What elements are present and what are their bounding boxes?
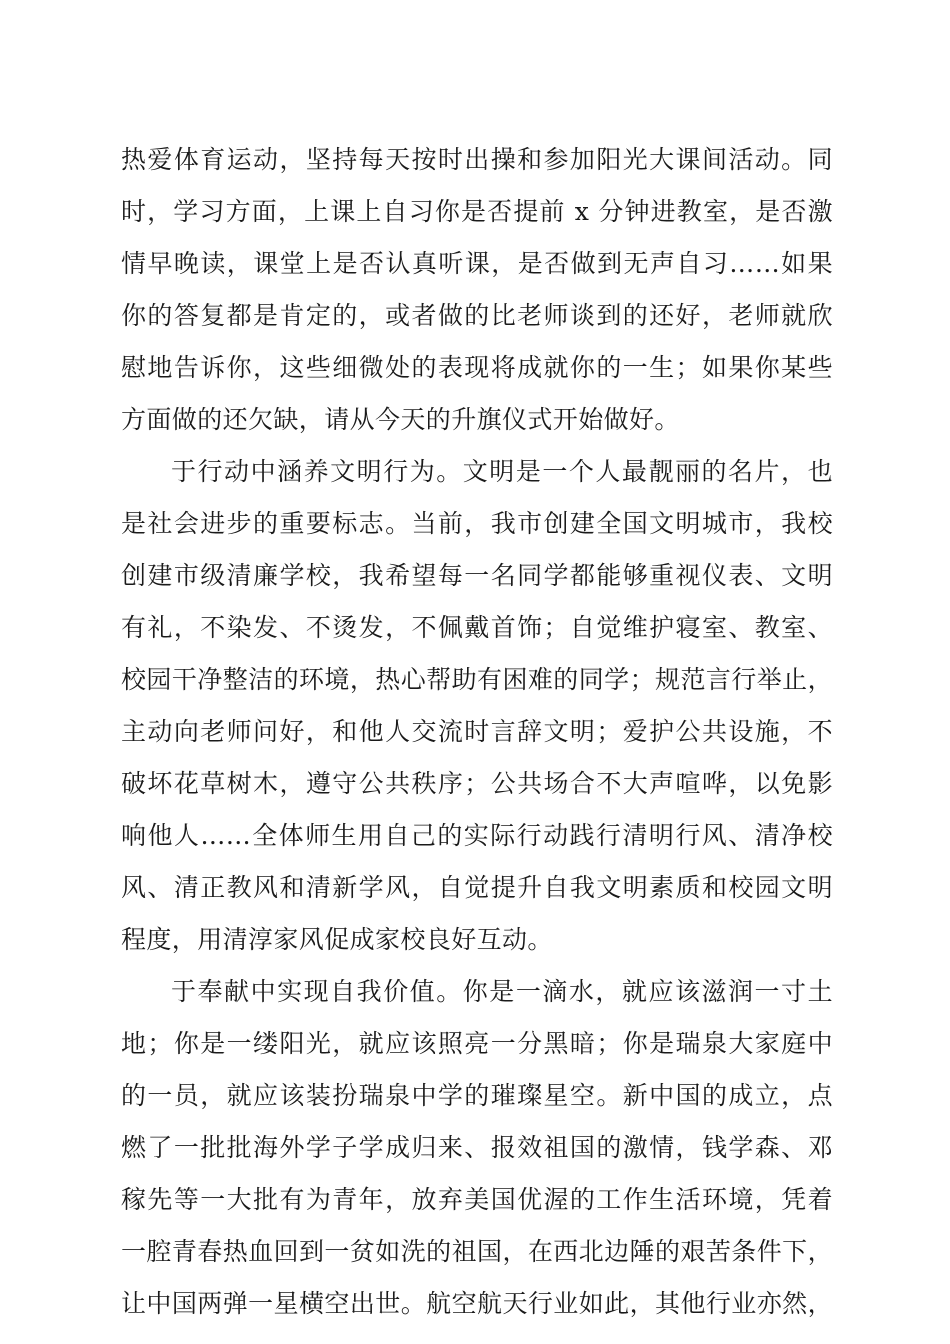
text-line: 有礼，不染发、不烫发，不佩戴首饰；自觉维护寝室、教室、 (121, 613, 833, 642)
text-line: 慰地告诉你，这些细微处的表现将成就你的一生；如果你某些 (121, 353, 833, 382)
text-line: 热爱体育运动，坚持每天按时出操和参加阳光大课间活动。同 (121, 145, 833, 174)
text-line: 主动向老师问好，和他人交流时言辞文明；爱护公共设施，不 (121, 717, 833, 746)
text-line: 情早晚读，课堂上是否认真听课，是否做到无声自习……如果 (121, 249, 833, 278)
text-line: 破坏花草树木，遵守公共秩序；公共场合不大声喧哗，以免影 (121, 769, 833, 798)
text-line: 稼先等一大批有为青年，放弃美国优渥的工作生活环境，凭着 (121, 1185, 833, 1214)
text-line: 创建市级清廉学校，我希望每一名同学都能够重视仪表、文明 (121, 561, 833, 590)
text-line: 燃了一批批海外学子学成归来、报效祖国的激情，钱学森、邓 (121, 1133, 833, 1162)
text-line: 是社会进步的重要标志。当前，我市创建全国文明城市，我校 (121, 509, 833, 538)
text-line: 校园干净整洁的环境，热心帮助有困难的同学；规范言行举止， (121, 665, 833, 694)
text-line: 风、清正教风和清新学风，自觉提升自我文明素质和校园文明 (121, 873, 833, 902)
text-line: 一腔青春热血回到一贫如洗的祖国，在西北边陲的艰苦条件下， (121, 1237, 833, 1266)
paragraph-first-line: 于奉献中实现自我价值。你是一滴水，就应该滋润一寸土 (171, 977, 833, 1006)
text-line: 的一员，就应该装扮瑞泉中学的璀璨星空。新中国的成立，点 (121, 1081, 833, 1110)
text-line: 你的答复都是肯定的，或者做的比老师谈到的还好，老师就欣 (121, 301, 833, 330)
paragraph-first-line: 于行动中涵养文明行为。文明是一个人最靓丽的名片，也 (171, 457, 833, 486)
text-line: 程度，用清淳家风促成家校良好互动。 (121, 925, 553, 954)
text-line: 时，学习方面，上课上自习你是否提前 x 分钟进教室，是否激 (121, 197, 833, 226)
text-line: 地；你是一缕阳光，就应该照亮一分黑暗；你是瑞泉大家庭中 (121, 1029, 833, 1058)
text-line: 方面做的还欠缺，请从今天的升旗仪式开始做好。 (121, 405, 680, 434)
text-line: 响他人……全体师生用自己的实际行动践行清明行风、清净校 (121, 821, 833, 850)
text-line: 让中国两弹一星横空出世。航空航天行业如此，其他行业亦然， (121, 1289, 833, 1318)
